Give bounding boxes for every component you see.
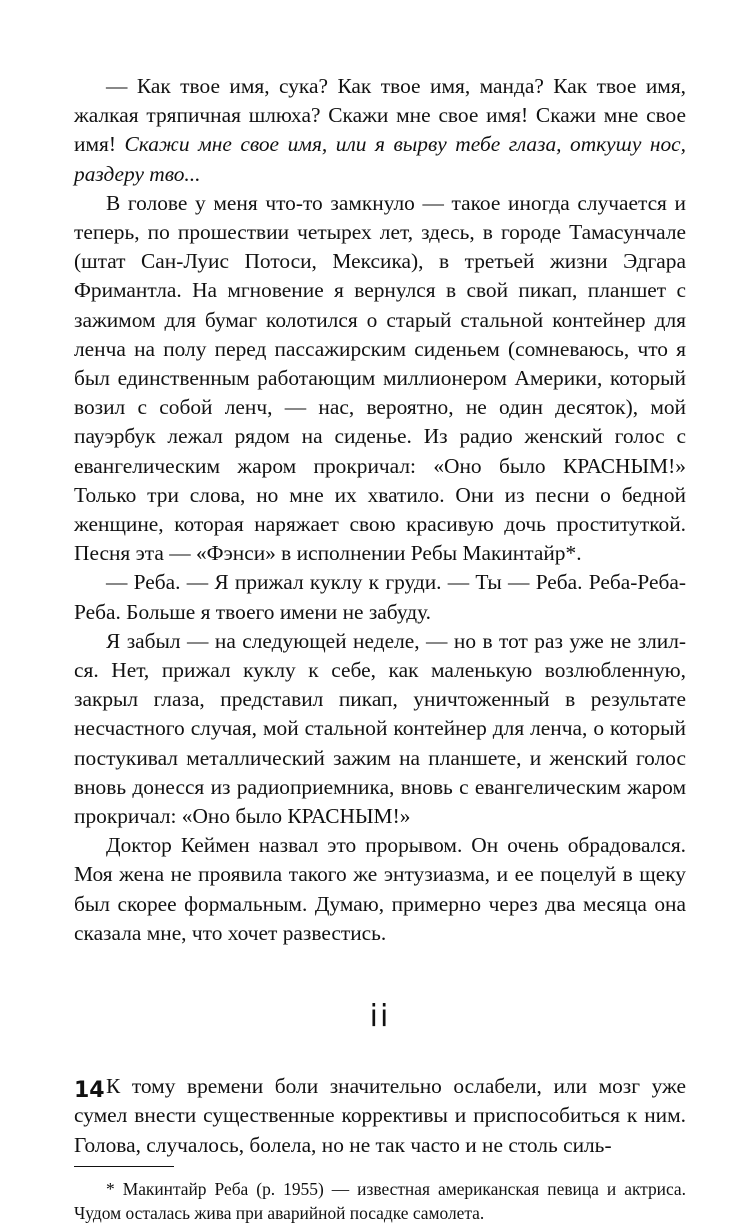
page-number: 14 [74, 1078, 105, 1103]
section-number: ii [369, 999, 391, 1035]
footnote: * Макинтайр Реба (р. 1955) — известная американская певица и актриса. Чудом осталась жива при аварийной посадке самолета. [74, 1178, 686, 1223]
page-body [74, 72, 686, 1225]
footnote-divider [74, 1166, 174, 1167]
paragraph-4: Я забыл — на следующей неделе, — но в тот раз уже не злился. Нет, прижал куклу к себе, как маленькую возлюбленную, закрыл глаза, представил пикап, уничтоженный в результате несчастного случая, мой стальной контейнер для ленча, о который постукивал металлический зажим на планшете, и женский голос вновь донесся из радиоприемника, вновь с евангелическим жаром прокричал: «Оно было КРАСНЫМ!» [74, 628, 686, 829]
paragraph-3: — Реба. — Я прижал куклу к груди. — Ты — Реба. Реба-Реба-Реба. Больше я твоего имени не забуду. [74, 570, 686, 624]
paragraph-6: К тому времени боли значительно ослабели, или мозг уже сумел внести существенные коррективы и приспособиться к ним. Голова, случалось, болела, но не так часто и не столь силь- [74, 1074, 686, 1157]
paragraph-1-text: — Как твое имя, сука? Как твое имя, манда? Как твое имя, жалкая тряпичная шлюха? Скажи мне свое имя! Скажи мне свое имя! [74, 74, 686, 157]
paragraph-1 [74, 72, 686, 189]
paragraph-5: Доктор Кеймен назвал это прорывом. Он очень обрадовался. Моя жена не проявила такого же энтузиазма, и ее поцелуй в щеку был скорее формальным. Думаю, примерно через два месяца она сказала мне, что хочет развестись. [74, 833, 686, 945]
paragraph-2: В голове у меня что-то замкнуло — такое иногда случается и теперь, по прошествии четырех лет, здесь, в городе Тамасунчале (штат Сан-Луис Потоси, Мексика), в третьей жизни Эдгара Фримантла. На мгновение я вернулся в свой пикап, планшет с зажимом для бумаг колотился о старый стальной контейнер для ленча на полу перед пассажирским сиденьем (сомневаюсь, что я был единственным работающим миллионером Америки, который возил с собой ленч, — нас, вероятно, не один десяток), мой пауэрбук лежал рядом на сиденье. Из радио женский голос с евангелическим жаром прокричал: «Оно было КРАСНЫМ!» Только три слова, но мне их хватило. Они из песни о бедной женщине, которая наряжает свою красивую дочь проституткой. Песня эта — «Фэнси» в исполнении Ребы Макинтайр*. [74, 190, 686, 566]
paragraph-1-italic-text: Скажи мне свое имя, или я вырву тебе глаза, откушу нос, раздеру тво... [74, 132, 687, 186]
